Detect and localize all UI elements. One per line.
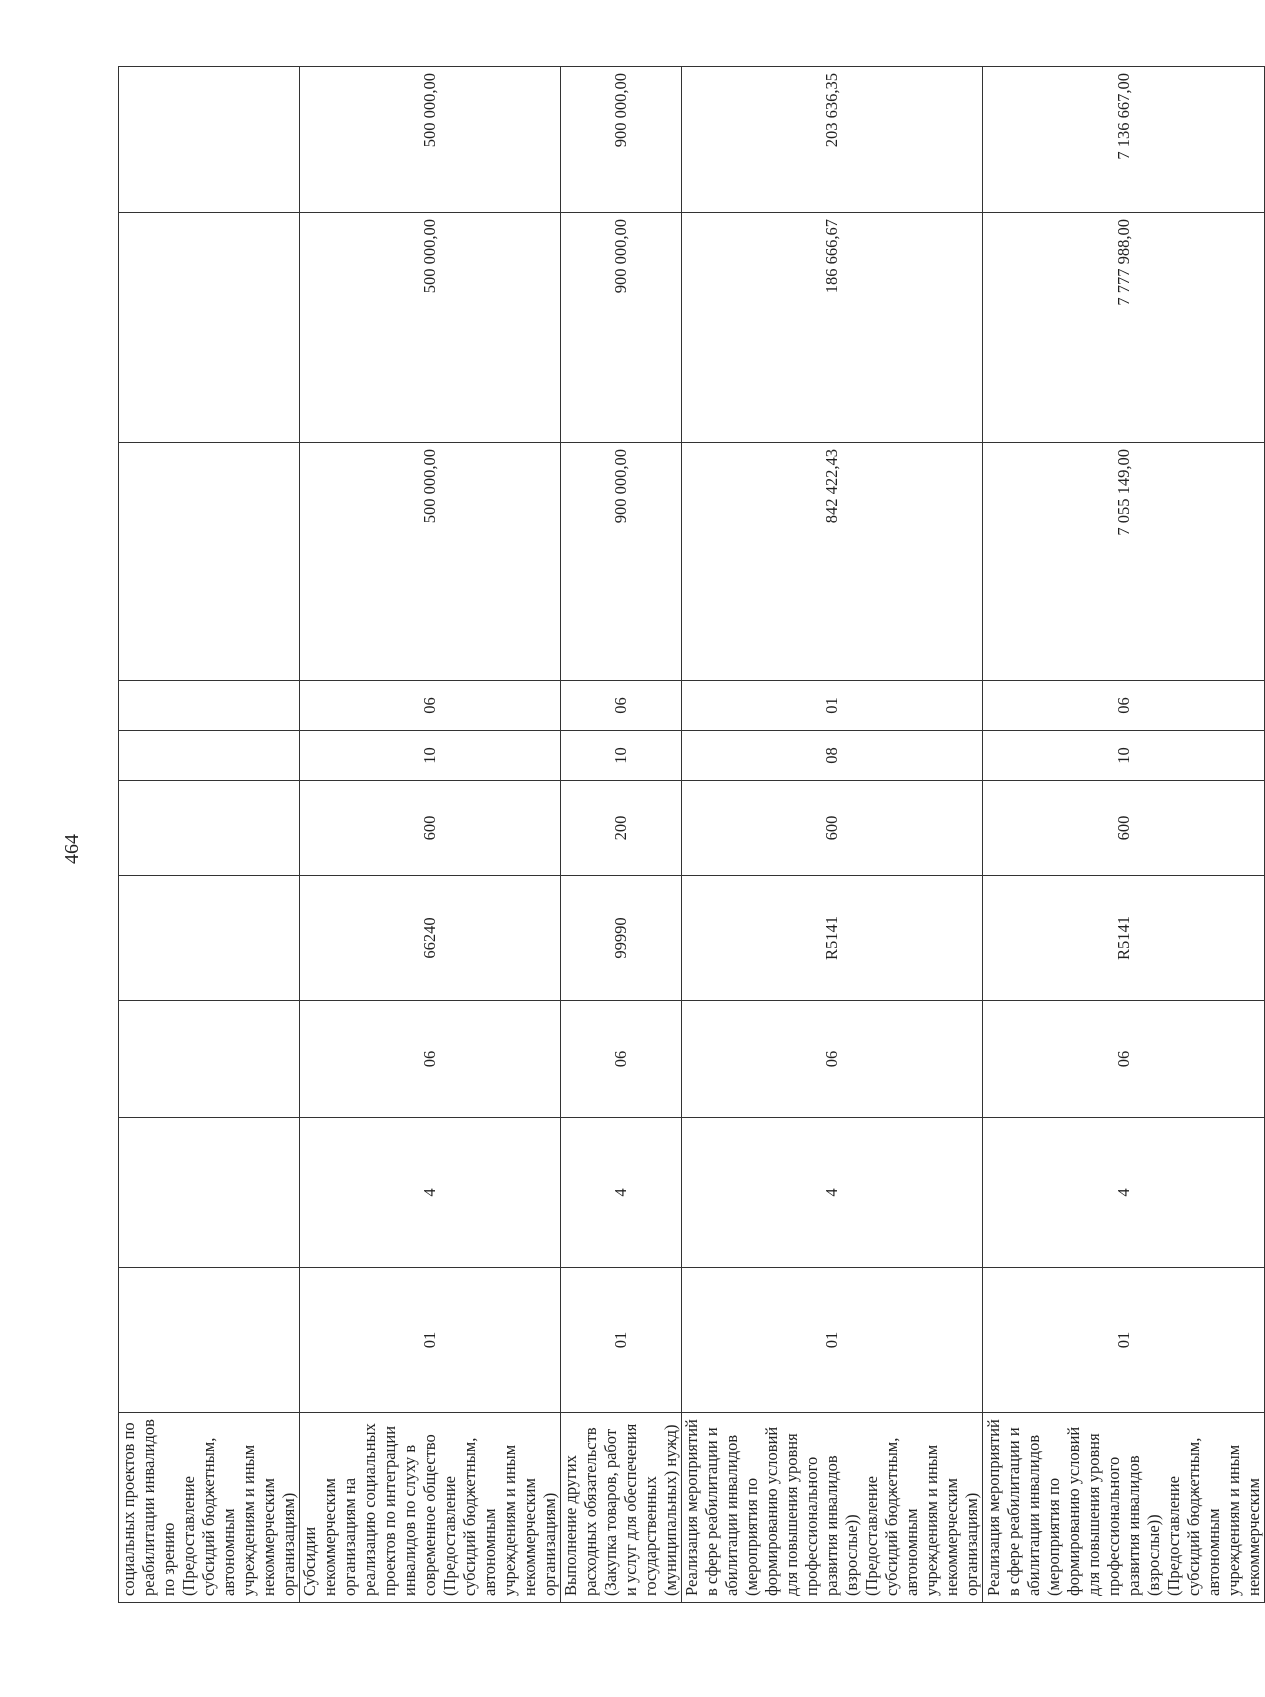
cell-v1: 842 422,43 [682,443,983,681]
cell-v3: 500 000,00 [300,67,561,213]
cell-c2: 4 [561,1118,682,1268]
cell-v1: 500 000,00 [300,443,561,681]
cell-v1: 900 000,00 [561,443,682,681]
cell-c4 [119,876,300,1001]
cell-v3 [119,67,300,213]
budget-table [118,66,1265,1603]
cell-c7: 06 [561,681,682,731]
cell-c2: 4 [300,1118,561,1268]
cell-c3: 06 [300,1001,561,1118]
cell-c4: R5141 [983,876,1265,1001]
page-number: 464 [61,834,83,864]
cell-c1: 01 [561,1268,682,1413]
cell-c6: 10 [983,731,1265,781]
cell-v3: 900 000,00 [561,67,682,213]
table-row [300,67,561,1603]
cell-c5: 200 [561,781,682,876]
cell-v1 [119,443,300,681]
cell-c6: 10 [561,731,682,781]
cell-c2 [119,1118,300,1268]
row-description: Реализация мероприятий в сфере реабилитации и абилитации инвалидов (мероприятия по формированию условий для повышения уровня профессионального развития инвалидов (взрослые)) (Предоставление субсидий бюджетным, автономным учреждениям и иным некоммерческим [983,1413,1265,1603]
cell-v2: 900 000,00 [561,213,682,443]
cell-c5: 600 [682,781,983,876]
cell-c7 [119,681,300,731]
rotated-page-content [118,67,1263,1603]
cell-c3: 06 [983,1001,1265,1118]
table-row [119,67,300,1603]
cell-c3: 06 [561,1001,682,1118]
cell-c4: 66240 [300,876,561,1001]
row-description: Реализация мероприятий в сфере реабилитации и абилитации инвалидов (мероприятия по формированию условий для повышения уровня профессионального развития инвалидов (взрослые)) (Предоставление субсидий бюджетным, автономным учреждениям и иным некоммерческим организациям) [682,1413,983,1603]
cell-c2: 4 [983,1118,1265,1268]
cell-c6: 10 [300,731,561,781]
cell-c1: 01 [983,1268,1265,1413]
cell-c5 [119,781,300,876]
cell-v3: 203 636,35 [682,67,983,213]
cell-c1: 01 [300,1268,561,1413]
cell-v2: 7 777 988,00 [983,213,1265,443]
cell-c5: 600 [983,781,1265,876]
table-row [561,67,682,1603]
cell-c1 [119,1268,300,1413]
cell-c4: R5141 [682,876,983,1001]
cell-c7: 01 [682,681,983,731]
cell-c7: 06 [983,681,1265,731]
row-description: Выполнение других расходных обязательств (Закупка товаров, работ и услуг для обеспечения государственных (муниципальных) нужд) [561,1413,682,1603]
table-row [682,67,983,1603]
cell-v3: 7 136 667,00 [983,67,1265,213]
cell-c1: 01 [682,1268,983,1413]
cell-v2 [119,213,300,443]
cell-c5: 600 [300,781,561,876]
cell-c3: 06 [682,1001,983,1118]
cell-c2: 4 [682,1118,983,1268]
cell-v2: 500 000,00 [300,213,561,443]
cell-c6 [119,731,300,781]
row-description: Субсидии некоммерческим организациям на реализацию социальных проектов по интеграции инвалидов по слуху в современное общество (Предоставление субсидий бюджетным, автономным учреждениям и иным некоммерческим организациям) [300,1413,561,1603]
cell-c3 [119,1001,300,1118]
cell-c4: 99990 [561,876,682,1001]
cell-v2: 186 666,67 [682,213,983,443]
cell-c6: 08 [682,731,983,781]
cell-v1: 7 055 149,00 [983,443,1265,681]
table-row [983,67,1265,1603]
cell-c7: 06 [300,681,561,731]
row-description: социальных проектов по реабилитации инвалидов по зрению (Предоставление субсидий бюджетным, автономным учреждениям и иным некоммерческим организациям) [119,1413,300,1603]
